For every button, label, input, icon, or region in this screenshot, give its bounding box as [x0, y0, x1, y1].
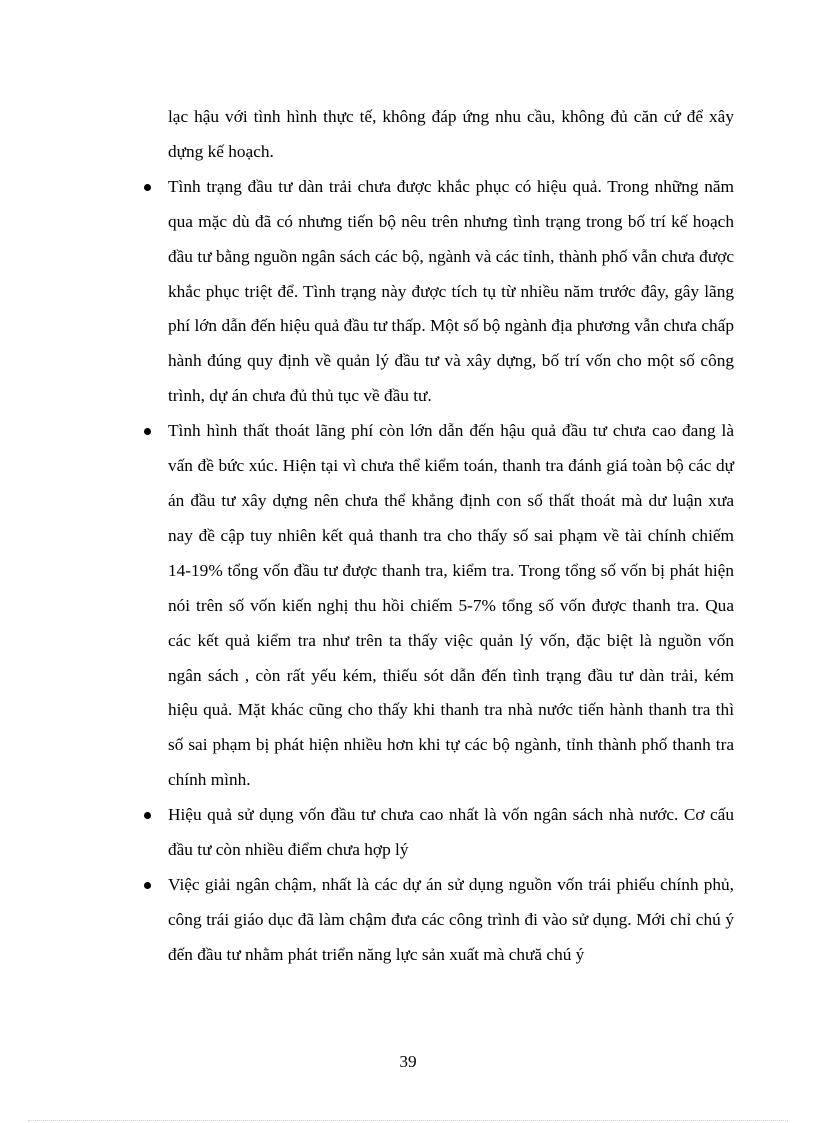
bullet-item — [168, 798, 734, 868]
bullet-item — [168, 170, 734, 414]
bullet-icon — [144, 812, 151, 819]
body-text — [168, 100, 734, 973]
page-number: 39 — [399, 1052, 417, 1071]
bullet-text: Tình trạng đầu tư dàn trải chưa được khắc phục có hiệu quả. Trong những năm qua mặc dù đã có nhưng tiến bộ nêu trên nhưng tình trạng trong bố trí kế hoạch đầu tư bằng nguồn ngân sách các bộ, ngành và các tỉnh, thành phố vẫn chưa được khắc phục triệt để. Tình trạng này được tích tụ từ nhiều năm trước đây, gây lãng phí lớn dẫn đến hiệu quả đầu tư thấp. Một số bộ ngành địa phương vẫn chưa chấp hành đúng quy định về quản lý đầu tư và xây dựng, bố trí vốn cho một số công trình, dự án chưa đủ thủ tục về đầu tư. — [168, 176, 734, 406]
bullet-item — [168, 414, 734, 798]
bullet-text: Tình hình thất thoát lãng phí còn lớn dẫn đến hậu quả đầu tư chưa cao đang là vấn đề bức xúc. Hiện tại vì chưa thể kiểm toán, thanh tra đánh giá toàn bộ các dự án đầu tư xây dựng nên chưa thể khẳng định con số thất thoát mà dư luận xưa nay đề cập tuy nhiên kết quả thanh tra cho thấy số sai phạm về tài chính chiếm 14-19% tổng vốn đầu tư được thanh tra, kiểm tra. Trong tổng số vốn bị phát hiện nói trên số vốn kiến nghị thu hồi chiếm 5-7% tổng số vốn được thanh tra. Qua các kết quả kiểm tra như trên ta thấy việc quản lý vốn, đặc biệt là nguồn vốn ngân sách , còn rất yếu kém, thiếu sót dẫn đến tình trạng đầu tư dàn trải, kém hiệu quả. Mặt khác cũng cho thấy khi thanh tra nhà nước tiến hành thanh tra thì số sai phạm bị phát hiện nhiều hơn khi tự các bộ ngành, tỉnh thành phố thanh tra chính mình. — [168, 421, 734, 790]
bullet-icon — [144, 428, 151, 435]
intro-paragraph: lạc hậu với tình hình thực tế, không đáp ứng nhu cầu, không đủ căn cứ để xây dựng kế hoạch. — [168, 107, 734, 161]
bullet-text: Hiệu quả sử dụng vốn đầu tư chưa cao nhất là vốn ngân sách nhà nước. Cơ cấu đầu tư còn nhiều điểm chưa hợp lý — [168, 805, 734, 860]
bullet-icon — [144, 882, 151, 889]
bullet-icon — [144, 184, 151, 191]
page-bottom-divider — [28, 1120, 788, 1121]
bullet-item — [168, 868, 734, 973]
bullet-text: Việc giải ngân chậm, nhất là các dự án sử dụng nguồn vốn trái phiếu chính phủ, công trái giáo dục đã làm chậm đưa các công trình đi vào sử dụng. Mới chỉ chú ý đến đầu tư nhằm phát triển năng lực sản xuất mà chưă chú ý — [168, 874, 734, 964]
